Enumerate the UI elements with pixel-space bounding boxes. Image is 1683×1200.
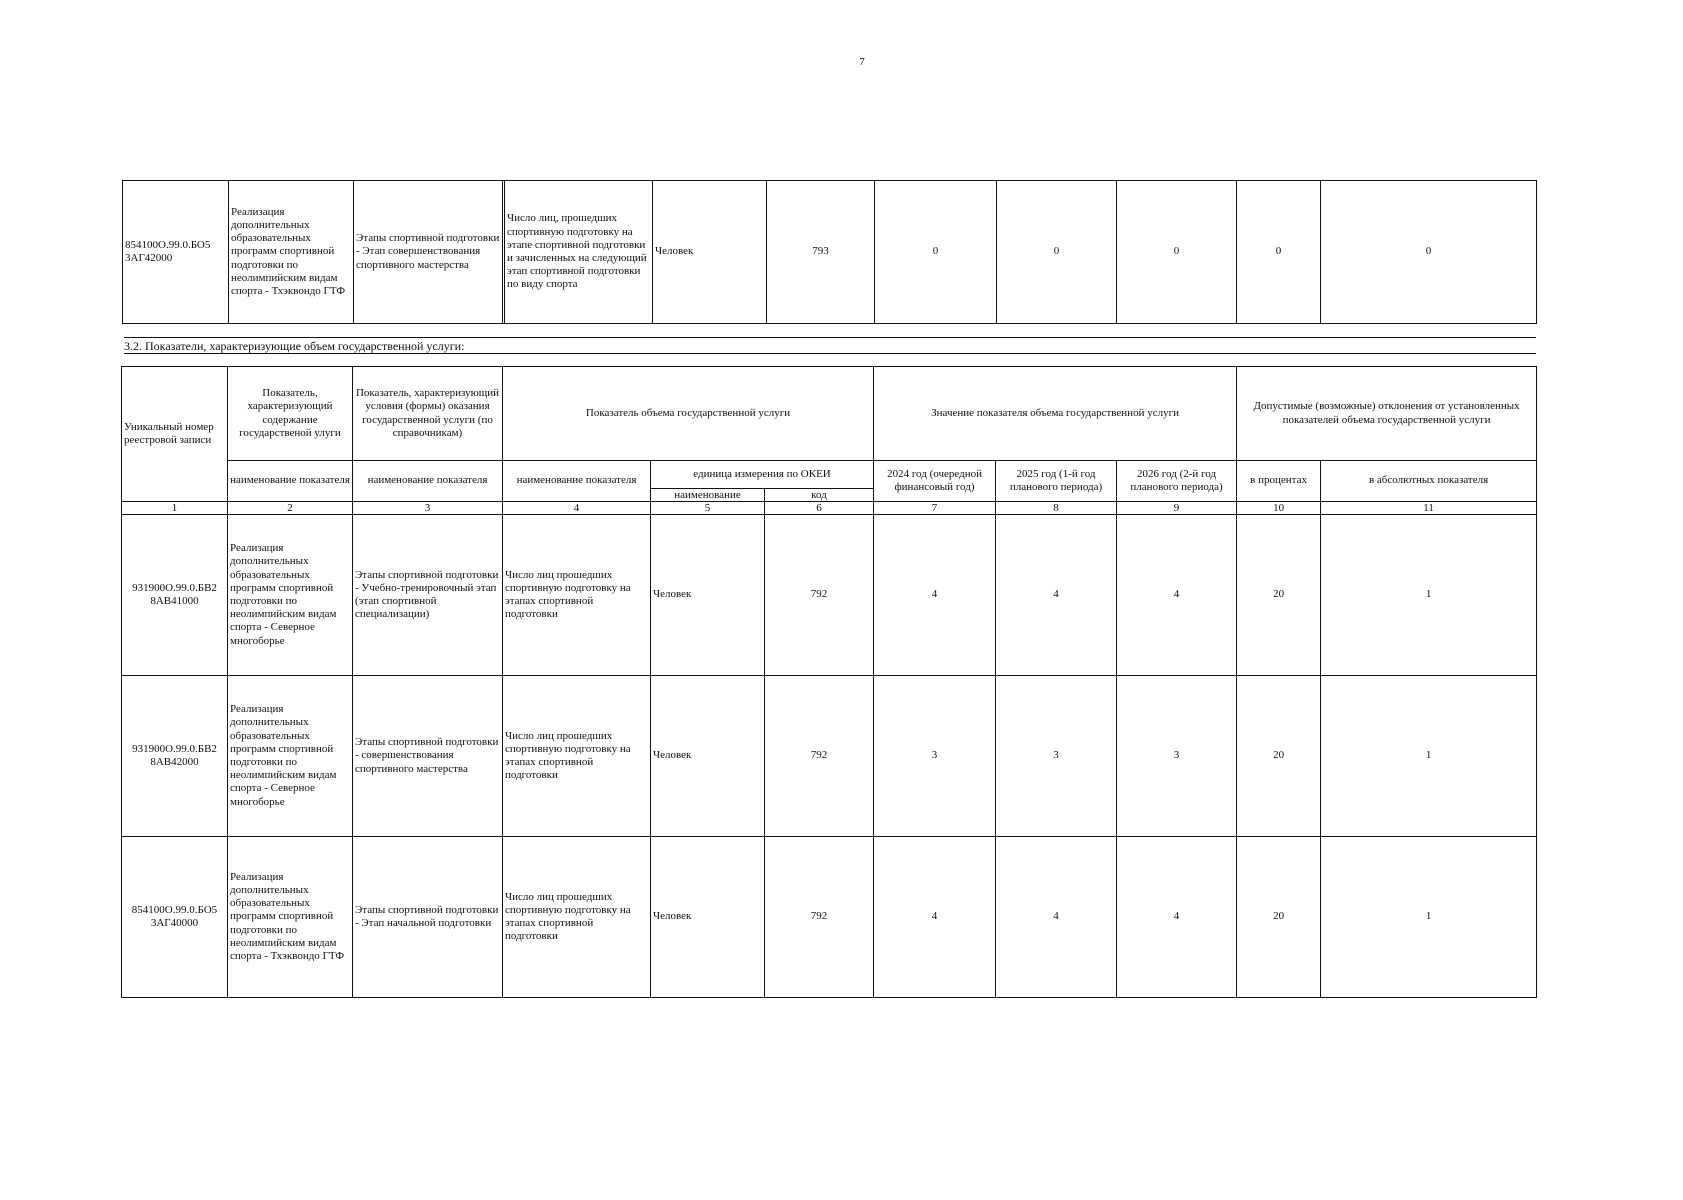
registry-code: 931900О.99.0.БВ2 8АВ41000 (122, 515, 228, 676)
service-content: Реализация дополнительных образовательных программ спортивной подготовки по неолимпийским видам спорта - Северное многоборье (228, 676, 353, 837)
service-conditions: Этапы спортивной подготовки - совершенствования спортивного мастерства (353, 676, 503, 837)
header-okei-code: код (765, 489, 874, 502)
service-content: Реализация дополнительных образовательных программ спортивной подготовки по неолимпийским видам спорта - Северное многоборье (228, 515, 353, 676)
service-conditions: Этапы спортивной подготовки - Учебно-тренировочный этап (этап спортивной специализации) (353, 515, 503, 676)
unit-name: Человек (651, 676, 765, 837)
header-in-percent: в процентах (1237, 461, 1321, 502)
header-okei-unit: единица измерения по ОКЕИ (651, 461, 874, 489)
header-unique-number: Уникальный номер реестровой записи (122, 367, 228, 502)
header-name-indicator-3: наименование показателя (353, 461, 503, 502)
value-2025: 3 (996, 676, 1117, 837)
value-2026: 4 (1117, 515, 1237, 676)
header-okei-name: наименование (651, 489, 765, 502)
header-volume-value: Значение показателя объема государственной услуги (874, 367, 1237, 461)
column-number: 1 (122, 502, 228, 515)
value-2025: 4 (996, 515, 1117, 676)
unit-code: 792 (765, 676, 874, 837)
value-2024: 4 (874, 515, 996, 676)
column-number: 7 (874, 502, 996, 515)
registry-code: 931900О.99.0.БВ2 8АВ42000 (122, 676, 228, 837)
unit-code: 793 (767, 181, 875, 324)
column-number: 5 (651, 502, 765, 515)
column-number: 9 (1117, 502, 1237, 515)
value-2024: 0 (875, 181, 997, 324)
deviation-absolute: 0 (1321, 181, 1537, 324)
header-content-indicator: Показатель, характеризующий содержание государственой улуги (228, 367, 353, 461)
unit-name: Человек (651, 837, 765, 998)
page-number: 7 (859, 56, 865, 68)
table-row (122, 676, 1537, 837)
value-2026: 4 (1117, 837, 1237, 998)
column-number: 2 (228, 502, 353, 515)
column-numbers-row (122, 502, 1537, 515)
deviation-percent: 0 (1237, 181, 1321, 324)
header-conditions-indicator: Показатель, характеризующий условия (формы) оказания государственной услуги (по справочникам) (353, 367, 503, 461)
service-conditions: Этапы спортивной подготовки - Этап совершенствования спортивного мастерства (354, 181, 503, 324)
section-title: 3.2. Показатели, характеризующие объем государственной услуги: (124, 337, 1536, 354)
deviation-absolute: 1 (1321, 515, 1537, 676)
header-deviations: Допустимые (возможные) отклонения от установленных показателей объема государственной услуги (1237, 367, 1537, 461)
registry-code: 854100О.99.0.БО5 3АГ40000 (122, 837, 228, 998)
deviation-percent: 20 (1237, 837, 1321, 998)
value-2024: 3 (874, 676, 996, 837)
column-number: 4 (503, 502, 651, 515)
column-number: 8 (996, 502, 1117, 515)
header-year-2026: 2026 год (2-й год планового периода) (1117, 461, 1237, 502)
volume-indicator-table (121, 366, 1537, 998)
header-name-indicator-4: наименование показателя (503, 461, 651, 502)
header-name-indicator-2: наименование показателя (228, 461, 353, 502)
header-row (122, 461, 1537, 489)
unit-name: Человек (653, 181, 767, 324)
registry-code: 854100О.99.0.БО5 3АГ42000 (123, 181, 229, 324)
deviation-absolute: 1 (1321, 676, 1537, 837)
unit-code: 792 (765, 515, 874, 676)
header-row (122, 367, 1537, 461)
indicator-name: Число лиц прошедших спортивную подготовку на этапах спортивной подготовки (503, 515, 651, 676)
table-row (122, 837, 1537, 998)
service-content: Реализация дополнительных образовательных программ спортивной подготовки по неолимпийским видам спорта - Тхэквондо ГТФ (229, 181, 354, 324)
unit-name: Человек (651, 515, 765, 676)
value-2026: 0 (1117, 181, 1237, 324)
header-volume-indicator: Показатель объема государственной услуги (503, 367, 874, 461)
value-2026: 3 (1117, 676, 1237, 837)
table-row (123, 181, 1537, 324)
column-number: 3 (353, 502, 503, 515)
unit-code: 792 (765, 837, 874, 998)
column-number: 11 (1321, 502, 1537, 515)
value-2025: 4 (996, 837, 1117, 998)
table-row (122, 515, 1537, 676)
deviation-percent: 20 (1237, 515, 1321, 676)
header-year-2025: 2025 год (1-й год планового периода) (996, 461, 1117, 502)
column-number: 6 (765, 502, 874, 515)
service-conditions: Этапы спортивной подготовки - Этап начальной подготовки (353, 837, 503, 998)
quality-indicator-table (122, 180, 1537, 324)
indicator-name: Число лиц прошедших спортивную подготовку на этапах спортивной подготовки (503, 676, 651, 837)
header-year-2024: 2024 год (очередной финансовый год) (874, 461, 996, 502)
service-content: Реализация дополнительных образовательных программ спортивной подготовки по неолимпийским видам спорта - Тхэквондо ГТФ (228, 837, 353, 998)
header-in-absolute: в абсолютных показателя (1321, 461, 1537, 502)
value-2024: 4 (874, 837, 996, 998)
indicator-name: Число лиц прошедших спортивную подготовку на этапах спортивной подготовки (503, 837, 651, 998)
indicator-name: Число лиц, прошедших спортивную подготовку на этапе спортивной подготовки и зачисленных на следующий этап спортивной подготовки по виду спорта (505, 181, 653, 324)
deviation-percent: 20 (1237, 676, 1321, 837)
column-number: 10 (1237, 502, 1321, 515)
value-2025: 0 (997, 181, 1117, 324)
deviation-absolute: 1 (1321, 837, 1537, 998)
